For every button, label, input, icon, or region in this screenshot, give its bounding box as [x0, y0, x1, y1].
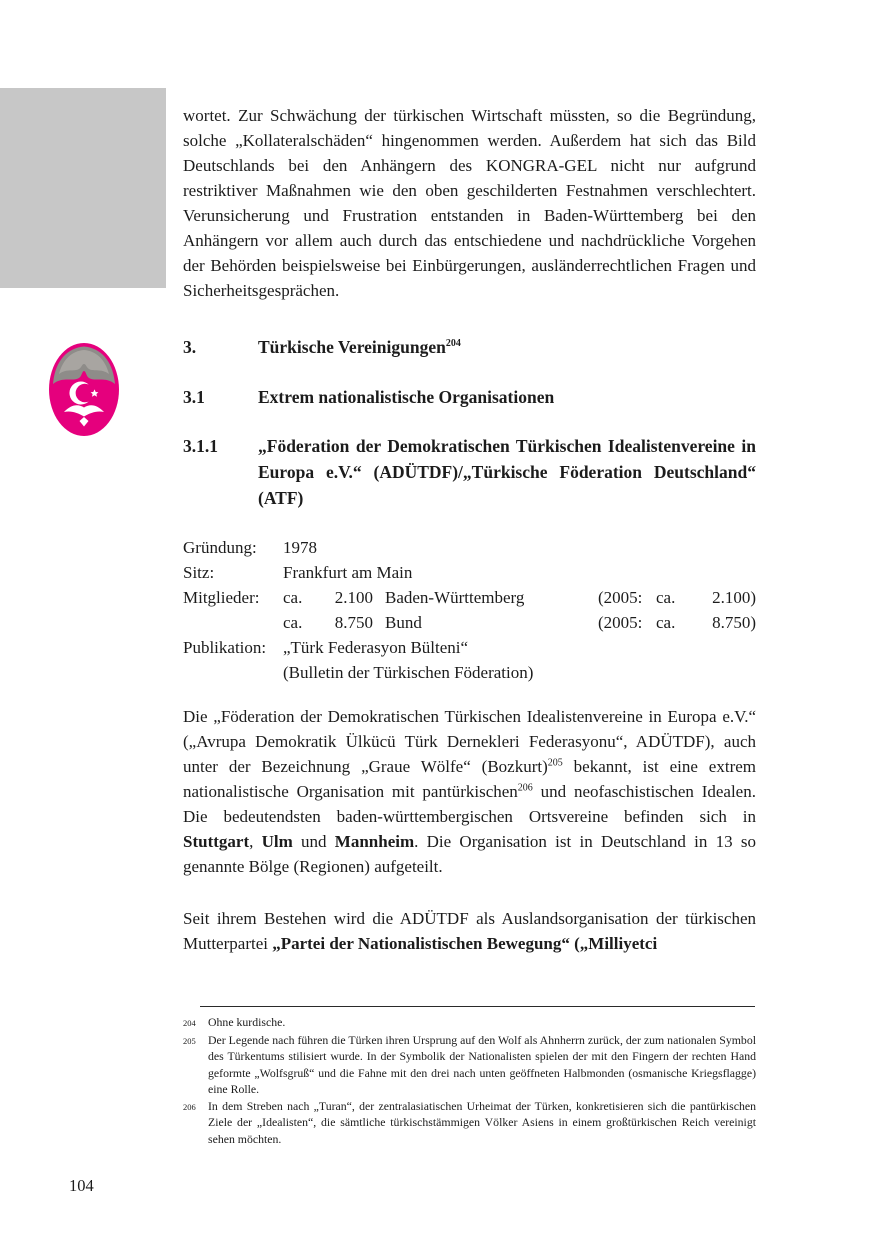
footnotes-section — [183, 1006, 756, 1147]
fact-value-sitz: Frankfurt am Main — [283, 563, 413, 582]
section-number-3: 3. — [183, 337, 197, 357]
section-number-3-1-1: 3.1.1 — [183, 436, 218, 456]
mitglieder-number-bw: 2.100 — [334, 588, 373, 607]
mitglieder-area-bw: Baden-Württemberg — [385, 588, 525, 607]
paragraph-kongra-gel: wortet. Zur Schwächung der türkischen Wirtschaft müssten, so die Begründung, solche „Kollateralschäden“ hingenommen werden. Außerdem hat sich das Bild Deutschlands bei den Anhängern des KONGRA-GEL nicht nur aufgrund restriktiver Maßnahmen wie den oben geschilderten Festnahmen verschlechtert. Verunsicherung und Frustration entstanden in Baden-Württemberg bei den Anhängern vor allem auch durch das entschiedene und nachdrückliche Vorgehen der Behörden beispielsweise bei Einbürgerungen, ausländerrechtlichen Fragen und Sicherheitsgesprächen. — [183, 106, 756, 300]
section-title-3-1-1: „Föderation der Demokratischen Türkischen Idealistenvereine in Europa e.V.“ (ADÜTDF)/„Türkische Föderation Deutschland“ (ATF) — [258, 436, 756, 508]
mitglieder-area-bund: Bund — [385, 613, 422, 632]
fact-label-sitz: Sitz: — [183, 563, 215, 582]
organisation-facts-table — [183, 535, 756, 685]
fact-value-gruendung: 1978 — [283, 538, 317, 557]
page-number: 104 — [69, 1176, 94, 1195]
page-content — [183, 103, 756, 956]
fact-label-mitglieder: Mitglieder: — [183, 588, 260, 607]
footnote-number: 205 — [183, 1035, 196, 1046]
mitglieder-prev-number-bw: 2.100) — [712, 588, 756, 607]
mitglieder-prev-ca-bund: ca. — [656, 613, 676, 632]
fact-label-publikation: Publikation: — [183, 638, 267, 657]
crescent-star-wolf-emblem-icon — [47, 341, 121, 438]
footnote-text: Ohne kurdische. — [208, 1015, 286, 1029]
mitglieder-prev-number-bund: 8.750) — [712, 613, 756, 632]
paragraph-aduetdf-description: Die „Föderation der Demokratischen Türkischen Idealistenvereine in Europa e.V.“ („Avrupa Demokratik Ülkücü Türk Dernekleri Federasyonu“, ADÜTDF), auch unter der Bezeichnung „Graue Wölfe“ (Bozkurt)$^{205}$ bekannt, ist eine extrem nationalistische Organisation mit pantürkischen$^{206}$ und neofaschistischen Idealen. Die bedeutendsten baden-württembergischen Ortsvereine befinden sich in Stuttgart, Ulm und Mannheim. Die Organisation ist in Deutschland in 13 so genannte Bölge (Regionen) aufgeteilt. — [183, 707, 757, 876]
footnote-number: 204 — [183, 1018, 196, 1028]
mitglieder-prev-year-bund: (2005: — [598, 613, 643, 632]
section-heading-3 — [183, 334, 756, 360]
margin-gray-block — [0, 88, 166, 288]
section-title-3: Türkische Vereinigungen$^{204}$ — [258, 337, 461, 357]
fact-label-gruendung: Gründung: — [183, 538, 257, 557]
footnote-text: In dem Streben nach „Turan“, der zentralasiatischen Urheimat der Türken, konkretisieren sich die pantürkischen Ziele der „Idealisten“, die sämtliche türkischstämmigen Völker Asiens in einem großtürkischen Reich vereinigt sehen möchten. — [208, 1098, 756, 1146]
section-title-3-1: Extrem nationalistische Organisationen — [258, 387, 555, 407]
mitglieder-prev-ca-bw: ca. — [656, 588, 676, 607]
paragraph-mutterpartei: Seit ihrem Bestehen wird die ADÜTDF als Auslandsorganisation der türkischen Mutterpartei „Partei der Nationalistischen Bewegung“ („Milliyetci — [183, 909, 756, 953]
mitglieder-ca-bw: ca. — [283, 588, 303, 607]
adutdf-emblem — [47, 341, 121, 438]
footnote-204 — [183, 1014, 756, 1032]
fact-value-publikation: „Türk Federasyon Bülteni“ — [283, 638, 469, 657]
mitglieder-number-bund: 8.750 — [334, 613, 373, 632]
mitglieder-ca-bund: ca. — [283, 613, 303, 632]
section-heading-3-1 — [183, 384, 756, 410]
footnote-206 — [183, 1098, 756, 1148]
footnote-number: 206 — [183, 1101, 196, 1112]
fact-value-publikation-2: (Bulletin der Türkischen Föderation) — [283, 663, 534, 682]
section-number-3-1: 3.1 — [183, 387, 205, 407]
footnote-205 — [183, 1032, 756, 1098]
footnote-text: Der Legende nach führen die Türken ihren Ursprung auf den Wolf als Ahnherrn zurück, der zum nationalen Symbol des Türkentums stilisiert wurde. In der Symbolik der Nationalisten spielen der mit den Fingern der rechten Hand geformte „Wolfsgruß“ und die Fahne mit den drei nach unten geöffneten Halbmonden (osmanische Kriegsflagge) eine Rolle. — [208, 1032, 756, 1096]
mitglieder-prev-year-bw: (2005: — [598, 588, 643, 607]
footnote-separator-rule — [200, 1006, 755, 1007]
section-heading-3-1-1 — [183, 433, 756, 511]
